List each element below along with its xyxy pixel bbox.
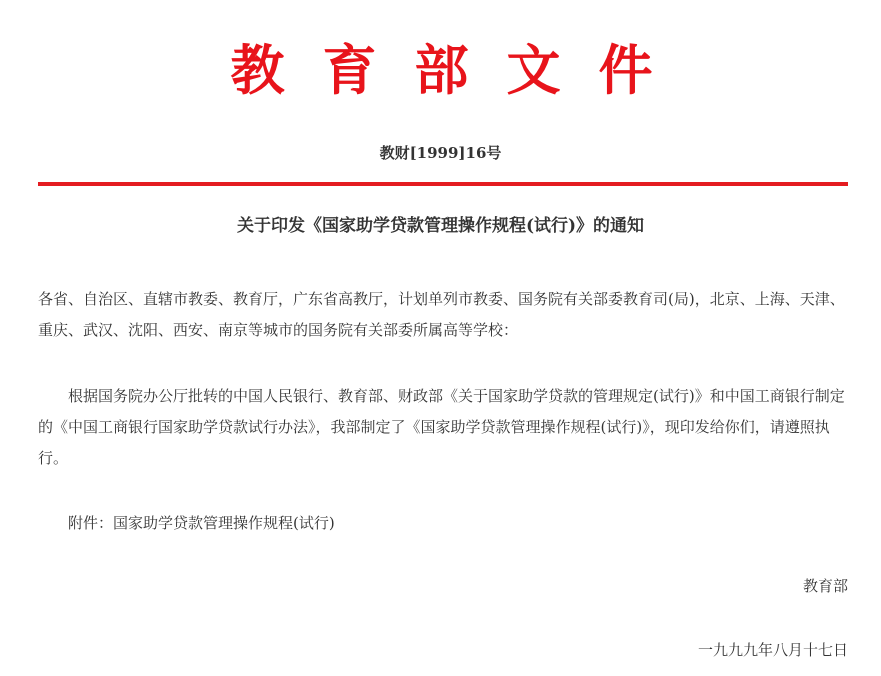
document-number: 教财[1999]16号 [379, 144, 502, 162]
addressee-paragraph: 各省、自治区、直辖市教委、教育厅，广东省高教厅，计划单列市教委、国务院有关部委教育司(局)，北京、上海、天津、重庆、武汉、沈阳、西安、南京等城市的国务院有关部委所属高等学校： [38, 290, 845, 339]
red-divider-line [38, 182, 848, 186]
issue-date: 一九九九年八月十七日 [697, 641, 848, 659]
document-masthead: 教育部文件 [230, 38, 691, 102]
notice-title: 关于印发《国家助学贷款管理操作规程(试行)》的通知 [236, 216, 645, 236]
attachment-line: 附件：国家助学贷款管理操作规程(试行) [68, 514, 335, 532]
body-paragraph: 根据国务院办公厅批转的中国人民银行、教育部、财政部《关于国家助学贷款的管理规定(试行)》和中国工商银行制定的《中国工商银行国家助学贷款试行办法》，我部制定了《国家助学贷款管理操作规程(试行)》，现印发给你们，请遵照执行。 [38, 387, 845, 467]
issuer-signature: 教育部 [802, 577, 848, 595]
